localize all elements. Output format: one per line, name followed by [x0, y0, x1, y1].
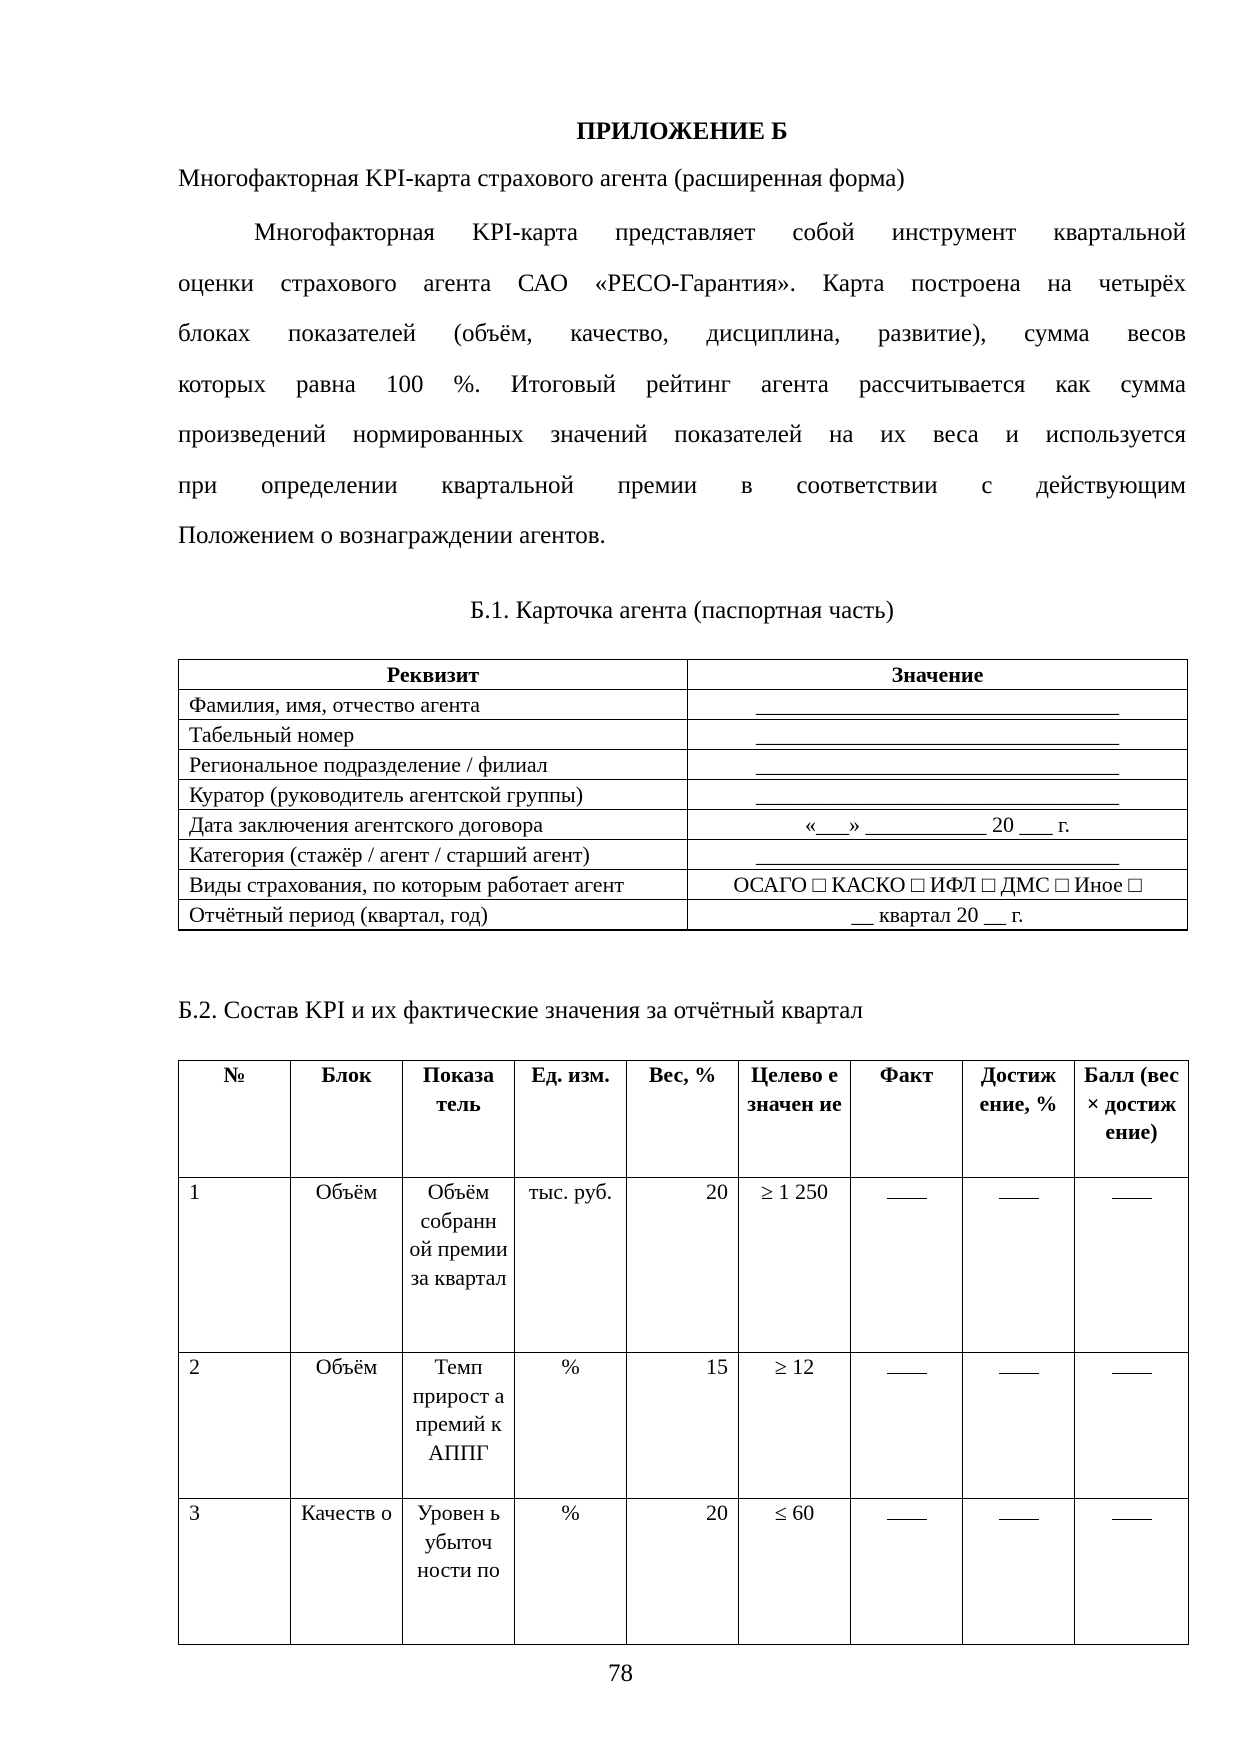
table-row — [179, 780, 1188, 810]
blank-line — [887, 1355, 927, 1374]
header-weight: Вес, % — [627, 1061, 739, 1178]
block-cell: Объём — [291, 1353, 403, 1499]
unit-cell: % — [515, 1499, 627, 1645]
requisite-cell: Категория (стажёр / агент / старший агент) — [179, 840, 688, 870]
target-cell: ≥ 12 — [739, 1353, 851, 1499]
requisite-cell: Отчётный период (квартал, год) — [179, 900, 688, 931]
paragraph-line: при определении квартальной премии в соответствии с действующим — [178, 471, 1186, 499]
score-cell — [1075, 1178, 1189, 1353]
table-row — [179, 900, 1188, 931]
requisite-cell: Куратор (руководитель агентской группы) — [179, 780, 688, 810]
block-cell: Качеств о — [291, 1499, 403, 1645]
fact-cell — [851, 1353, 963, 1499]
table-row — [179, 810, 1188, 840]
blank-line — [887, 1180, 927, 1199]
blank-line — [1112, 1355, 1152, 1374]
table-row — [179, 1353, 1189, 1499]
value-cell: _________________________________ — [688, 780, 1188, 810]
header-achievement: Достиж ение, % — [963, 1061, 1075, 1178]
value-cell: «___» ___________ 20 ___ г. — [688, 810, 1188, 840]
table-header-row — [179, 1061, 1189, 1178]
value-cell: _________________________________ — [688, 840, 1188, 870]
blank-line — [999, 1355, 1039, 1374]
requisite-cell: Виды страхования, по которым работает агент — [179, 870, 688, 900]
header-requisite: Реквизит — [179, 660, 688, 690]
paragraph-line: блоках показателей (объём, качество, дисциплина, развитие), сумма весов — [178, 320, 1186, 347]
table-row — [179, 1178, 1189, 1353]
value-cell: __ квартал 20 __ г. — [688, 900, 1188, 931]
target-cell: ≤ 60 — [739, 1499, 851, 1645]
section1-title: Б.1. Карточка агента (паспортная часть) — [470, 597, 894, 624]
appendix-subtitle: Многофакторная KPI-карта страхового агента (расширенная форма) — [178, 165, 905, 192]
paragraph-line: Многофакторная KPI-карта представляет собой инструмент квартальной — [254, 219, 1186, 246]
table-header-row — [179, 660, 1188, 690]
score-cell — [1075, 1353, 1189, 1499]
blank-line — [1112, 1180, 1152, 1199]
header-target: Целево е значен ие — [739, 1061, 851, 1178]
indicator-cell: Объём собранн ой премии за квартал — [403, 1178, 515, 1353]
paragraph-line: которых равна 100 %. Итоговый рейтинг агента рассчитывается как сумма — [178, 370, 1186, 398]
weight-cell: 15 — [627, 1353, 739, 1499]
appendix-heading: ПРИЛОЖЕНИЕ Б — [576, 118, 788, 145]
unit-cell: тыс. руб. — [515, 1178, 627, 1353]
table-row — [179, 720, 1188, 750]
fact-cell — [851, 1178, 963, 1353]
score-cell — [1075, 1499, 1189, 1645]
achievement-cell — [963, 1353, 1075, 1499]
block-cell: Объём — [291, 1178, 403, 1353]
fact-cell — [851, 1499, 963, 1645]
requisite-cell: Табельный номер — [179, 720, 688, 750]
requisite-cell: Дата заключения агентского договора — [179, 810, 688, 840]
row-number: 2 — [179, 1353, 291, 1499]
intro-paragraph — [178, 208, 1186, 562]
paragraph-line: Положением о вознаграждении агентов. — [178, 522, 606, 549]
indicator-cell: Темп прирост а премий к АППГ — [403, 1353, 515, 1499]
blank-line — [1112, 1501, 1152, 1520]
blank-line — [999, 1180, 1039, 1199]
indicator-cell: Уровен ь убыточ ности по — [403, 1499, 515, 1645]
blank-line — [887, 1501, 927, 1520]
value-cell: _________________________________ — [688, 720, 1188, 750]
row-number: 3 — [179, 1499, 291, 1645]
paragraph-line: произведений нормированных значений показателей на их веса и используется — [178, 421, 1186, 448]
table-row — [179, 1499, 1189, 1645]
header-block: Блок — [291, 1061, 403, 1178]
requisite-cell: Региональное подразделение / филиал — [179, 750, 688, 780]
agent-card-table — [178, 659, 1188, 931]
blank-line — [999, 1501, 1039, 1520]
target-cell: ≥ 1 250 — [739, 1178, 851, 1353]
value-cell: _________________________________ — [688, 690, 1188, 720]
header-number: № — [179, 1061, 291, 1178]
weight-cell: 20 — [627, 1178, 739, 1353]
header-indicator: Показа тель — [403, 1061, 515, 1178]
section2-title: Б.2. Состав KPI и их фактические значения за отчётный квартал — [178, 997, 863, 1024]
header-value: Значение — [688, 660, 1188, 690]
kpi-table — [178, 1060, 1189, 1645]
requisite-cell: Фамилия, имя, отчество агента — [179, 690, 688, 720]
page-number: 78 — [608, 1660, 633, 1687]
row-number: 1 — [179, 1178, 291, 1353]
header-score: Балл (вес × достиж ение) — [1075, 1061, 1189, 1178]
table-row — [179, 690, 1188, 720]
achievement-cell — [963, 1499, 1075, 1645]
value-cell: _________________________________ — [688, 750, 1188, 780]
table-row — [179, 870, 1188, 900]
unit-cell: % — [515, 1353, 627, 1499]
weight-cell: 20 — [627, 1499, 739, 1645]
paragraph-line: оценки страхового агента САО «РЕСО-Гарантия». Карта построена на четырёх — [178, 269, 1186, 297]
table-row — [179, 750, 1188, 780]
header-unit: Ед. изм. — [515, 1061, 627, 1178]
achievement-cell — [963, 1178, 1075, 1353]
value-cell: ОСАГО □ КАСКО □ ИФЛ □ ДМС □ Иное □ — [688, 870, 1188, 900]
table-row — [179, 840, 1188, 870]
header-fact: Факт — [851, 1061, 963, 1178]
